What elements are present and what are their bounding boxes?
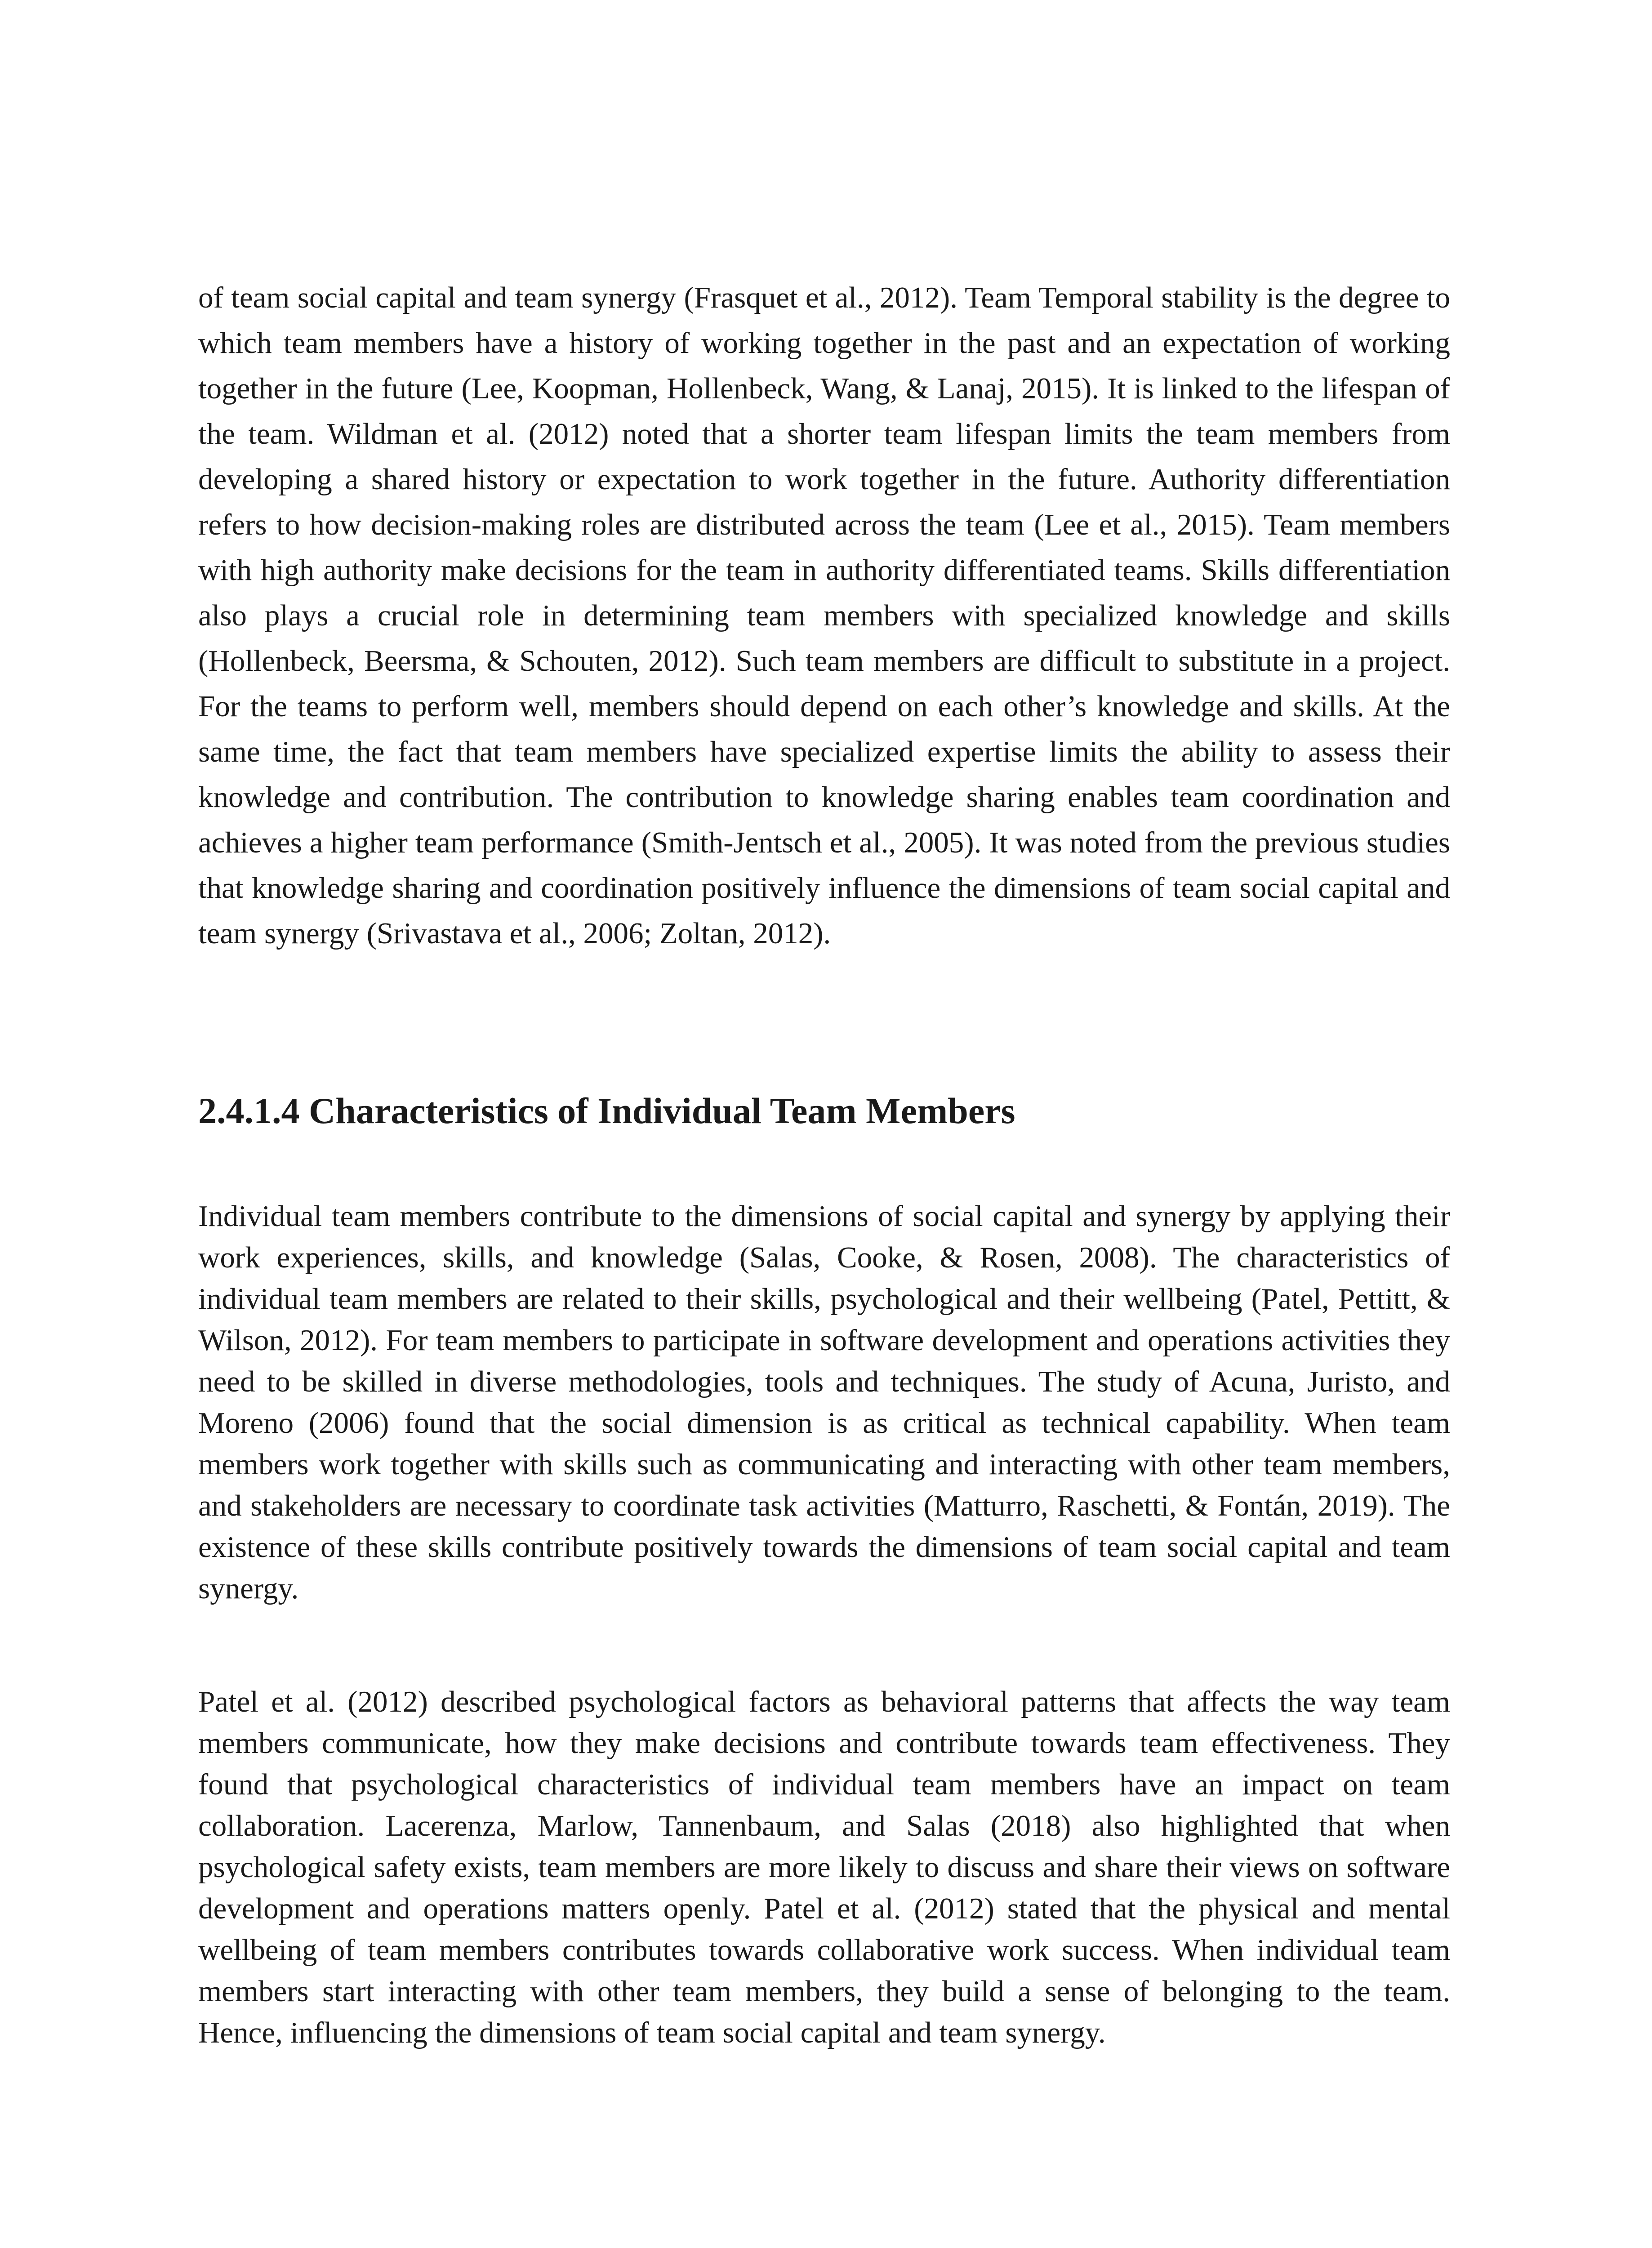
section-heading: 2.4.1.4 Characteristics of Individual Team Members — [198, 1090, 1015, 1131]
body-paragraph-1: of team social capital and team synergy (Frasquet et al., 2012). Team Temporal stability is the degree to which team members have a history of working together in the past and an expectation of working together in the future (Lee, Koopman, Hollenbeck, Wang, & Lanaj, 2015). It is linked to the lifespan of the team. Wildman et al. (2012) noted that a shorter team lifespan limits the team members from developing a shared history or expectation to work together in the future. Authority differentiation refers to how decision-making roles are distributed across the team (Lee et al., 2015). Team members with high authority make decisions for the team in authority differentiated teams. Skills differentiation also plays a crucial role in determining team members with specialized knowledge and skills (Hollenbeck, Beersma, & Schouten, 2012). Such team members are difficult to substitute in a project. For the teams to perform well, members should depend on each other’s knowledge and skills. At the same time, the fact that team members have specialized expertise limits the ability to assess their knowledge and contribution. The contribution to knowledge sharing enables team coordination and achieves a higher team performance (Smith-Jentsch et al., 2005). It was noted from the previous studies that knowledge sharing and coordination positively influence the dimensions of team social capital and team synergy (Srivastava et al., 2006; Zoltan, 2012). — [198, 281, 1450, 950]
body-paragraph-2: Individual team members contribute to the dimensions of social capital and synergy by applying their work experiences, skills, and knowledge (Salas, Cooke, & Rosen, 2008). The characteristics of individual team members are related to their skills, psychological and their wellbeing (Patel, Pettitt, & Wilson, 2012). For team members to participate in software development and operations activities they need to be skilled in diverse methodologies, tools and techniques. The study of Acuna, Juristo, and Moreno (2006) found that the social dimension is as critical as technical capability. When team members work together with skills such as communicating and interacting with other team members, and stakeholders are necessary to coordinate task activities (Matturro, Raschetti, & Fontán, 2019). The existence of these skills contribute positively towards the dimensions of team social capital and team synergy. — [198, 1200, 1450, 1605]
body-paragraph-3: Patel et al. (2012) described psychological factors as behavioral patterns that affects the way team members communicate, how they make decisions and contribute towards team effectiveness. They found that psychological characteristics of individual team members have an impact on team collaboration. Lacerenza, Marlow, Tannenbaum, and Salas (2018) also highlighted that when psychological safety exists, team members are more likely to discuss and share their views on software development and operations matters openly. Patel et al. (2012) stated that the physical and mental wellbeing of team members contributes towards collaborative work success. When individual team members start interacting with other team members, they build a sense of belonging to the team. Hence, influencing the dimensions of team social capital and team synergy. — [198, 1685, 1450, 2049]
